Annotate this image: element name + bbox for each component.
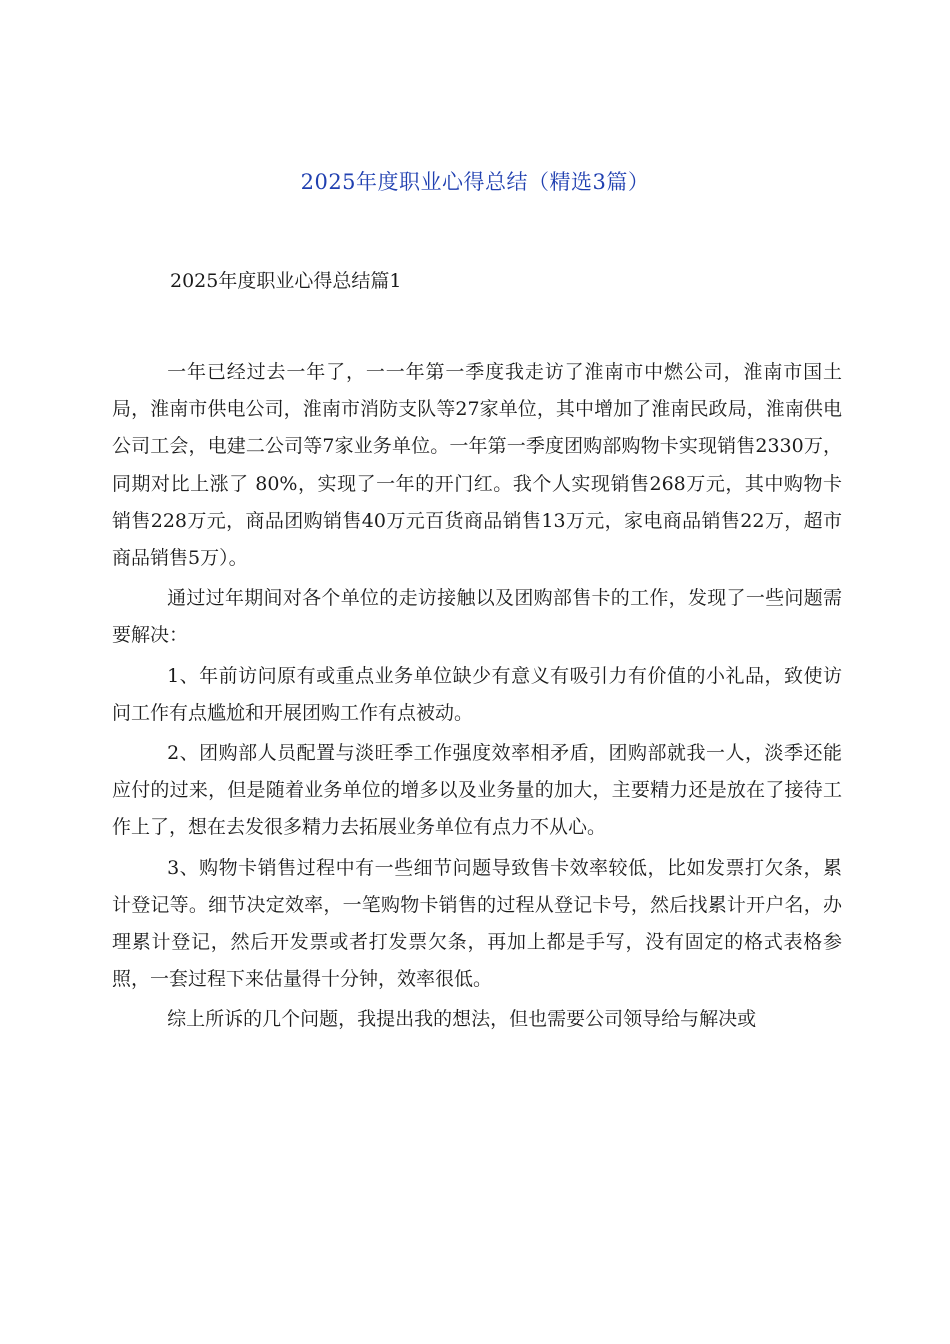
paragraph: 2、团购部人员配置与淡旺季工作强度效率相矛盾，团购部就我一人，淡季还能应付的过来，但是随着业务单位的增多以及业务量的加大，主要精力还是放在了接待工作上了，想在去发很多精力去拓展业务单位有点力不从心。 (112, 742, 842, 839)
paragraph: 3、购物卡销售过程中有一些细节问题导致售卡效率较低，比如发票打欠条，累计登记等。细节决定效率，一笔购物卡销售的过程从登记卡号，然后找累计开户名，办理累计登记，然后开发票或者打发票欠条，再加上都是手写，没有固定的格式表格参照，一套过程下来估量得十分钟，效率很低。 (112, 856, 842, 991)
paragraph: 综上所诉的几个问题，我提出我的想法，但也需要公司领导给与解决或 (167, 1008, 757, 1031)
document-title: 2025年度职业心得总结（精选3篇） (300, 170, 650, 194)
section-heading: 2025年度职业心得总结篇1 (170, 270, 402, 292)
paragraph: 通过过年期间对各个单位的走访接触以及团购部售卡的工作，发现了一些问题需要解决： (112, 587, 842, 647)
document-body (112, 354, 842, 1042)
paragraph: 1、年前访问原有或重点业务单位缺少有意义有吸引力有价值的小礼品，致使访问工作有点尴尬和开展团购工作有点被动。 (112, 664, 842, 724)
paragraph: 一年已经过去一年了，一一年第一季度我走访了淮南市中燃公司，淮南市国土局，淮南市供电公司，淮南市消防支队等27家单位，其中增加了淮南民政局，淮南供电公司工会，电建二公司等7家业务单位。一年第一季度团购部购物卡实现销售2330万，同期对比上涨了 80%，实现了一年的开门红。我个人实现销售268万元，其中购物卡销售228万元，商品团购销售40万元百货商品销售13万元，家电商品销售22万，超市商品销售5万）。 (112, 361, 842, 570)
